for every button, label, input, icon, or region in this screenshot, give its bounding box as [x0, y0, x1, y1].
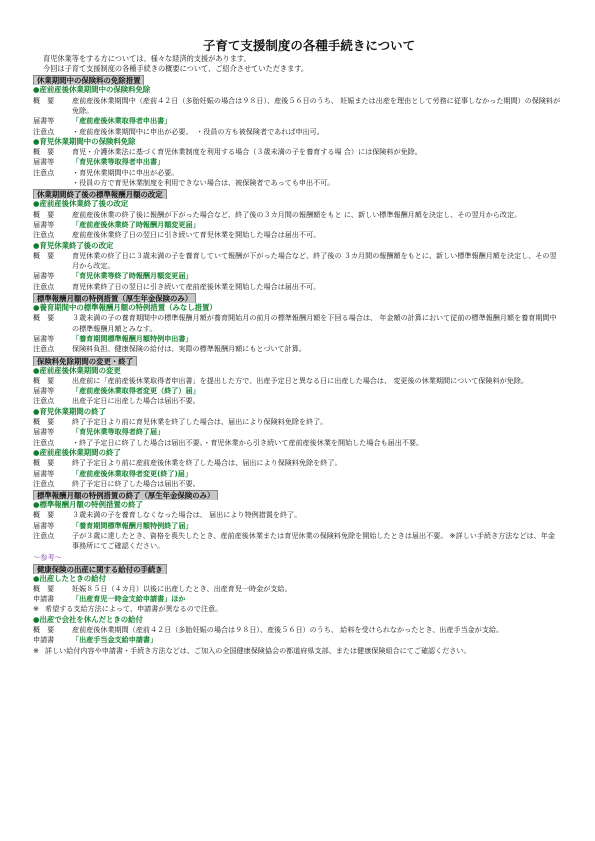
field-label: 注意点 [33, 281, 55, 291]
field-text: ３歳未満の子を養育しなくなった場合は、 届出により特例措置を終了。 [72, 510, 302, 520]
field-row [33, 376, 561, 386]
section-heading [33, 75, 561, 85]
section-heading-text: 標準報酬月額の特例措置（厚生年金保険のみ） [33, 293, 196, 303]
field-label: 概 要 [33, 583, 55, 593]
document [33, 38, 561, 656]
field-row [33, 96, 561, 117]
field-label: 申請書 [33, 594, 55, 604]
section-heading [33, 189, 561, 199]
field-label: 概 要 [33, 209, 55, 219]
field-label: 概 要 [33, 458, 55, 468]
field-label: 注意点 [33, 230, 55, 240]
field-row [33, 168, 561, 178]
field-text: 産前産後休業期間（産前４２日（多胎妊娠の場合は９８日）、産後５６日）のうち、 給料を受けられなかったとき、出産手当金が支給。 [72, 625, 504, 635]
field-label: 概 要 [33, 417, 55, 427]
reference-label: ～参考～ [33, 552, 62, 562]
intro-line: 育児休業等をする方については、様々な経済的支援があります。 [43, 54, 251, 63]
field-label: 概 要 [33, 250, 55, 260]
field-row [33, 251, 561, 272]
field-label: 注意点 [33, 167, 55, 177]
subsection-title: ●養育期間中の標準報酬月額の特例措置（みなし措置） [33, 303, 217, 313]
field-row [33, 458, 561, 468]
section-heading-text: 休業期間終了後の標準報酬月額の改定 [33, 189, 167, 199]
section-heading-text: 健康保険の出産に関する給付の手続き [33, 564, 167, 574]
sections [33, 75, 561, 551]
field-row [33, 344, 561, 354]
field-text: ・終了予定日に終了した場合は届出不要。・育児休業から引き続いて産前産後休業を開始した場合も届出不要。 [72, 437, 424, 447]
field-label: 届書等 [33, 271, 55, 281]
intro [33, 54, 561, 74]
note-mark: ※ [33, 645, 39, 655]
subsection-title: ●出産で会社を休んだときの給付 [33, 614, 143, 624]
field-text: 妊娠８５日（４カ月）以後に出産したとき、出産育児一時金が支給。 [72, 583, 292, 593]
field-row [33, 479, 561, 489]
form-name: 「出産育児一時金支給申請書」ほか [72, 594, 186, 604]
field-text: 産前産後休業の終了後に報酬が下がった場合など、終了後の３カ月間の報酬額をもと に、新しい標準報酬月額を決定し、その翌月から改定。 [72, 209, 522, 219]
field-label: 概 要 [33, 375, 55, 385]
field-row [33, 584, 561, 594]
field-label: 概 要 [33, 313, 55, 323]
field-text: 育児休業終了日の翌日に引き続いて産前産後休業を開始した場合は届出不可。 [72, 281, 321, 291]
field-row [33, 510, 561, 520]
field-row [33, 531, 561, 552]
field-text: 終了予定日に終了した場合は届出不要。 [72, 478, 200, 488]
document-title: 子育て支援制度の各種手続きについて [202, 38, 416, 53]
field-text: ・産前産後休業期間中に申出が必要。 ・役員の方も被保険者であれば申出可。 [72, 126, 324, 136]
field-row [33, 282, 561, 292]
subsection-title: ●出産したときの給付 [33, 573, 106, 583]
form-name: 「養育期間標準報酬月額特例申出書」 [72, 333, 193, 343]
field-text: ・育児休業期間中に申出が必要。 [72, 167, 179, 177]
field-text: 終了予定日より前に育児休業を終了した場合は、届出により保険料免除を終了。 [72, 417, 328, 427]
field-text: 保険料負担、健康保険の給付は、実際の標準報酬月額にもとづいて計算。 [72, 344, 306, 354]
field-text: 産前産後休業期間中（産前４２日（多胎妊娠の場合は９８日）、産後５６日のうち、 妊娠または出産を理由として労務に従事しなかった期間）の保険料が免除。 [72, 95, 561, 115]
field-label: 届書等 [33, 427, 55, 437]
subsection-title: ●産前産後休業期間の終了 [33, 447, 121, 457]
section-heading-text: 保険料免除期間の変更・終了 [33, 356, 137, 366]
note-text: 詳しい給付内容や申請書・手続き方法などは、ご加入の全国健康保険協会の都道府県支部、または健康保険組合にてご確認ください。 [45, 645, 471, 655]
field-row [33, 438, 561, 448]
field-label: 注意点 [33, 344, 55, 354]
subsection-title: ●育児休業期間の終了 [33, 406, 106, 416]
form-name: 「育児休業等終了時報酬月額変更届」 [72, 271, 193, 281]
field-row [33, 147, 561, 157]
form-name: 「出産手当金支給申請書」 [72, 635, 158, 645]
section-heading [33, 293, 561, 303]
field-row [33, 594, 561, 604]
field-text: 終了予定日より前に産前産後休業を終了した場合は、届出により保険料免除を終了。 [72, 458, 342, 468]
subsection-title: ●産前産後休業期間中の保険料免除 [33, 85, 151, 95]
section-heading [33, 490, 561, 500]
field-label: 注意点 [33, 126, 55, 136]
field-label: 届書等 [33, 333, 55, 343]
field-text: 育児・介護休業法に基づく育児休業制度を利用する場合（３歳未満の子を養育する場 合）には保険料が免除。 [72, 147, 422, 157]
subsection-title: ●育児休業終了後の改定 [33, 240, 114, 250]
field-row [33, 271, 561, 281]
section-heading-text: 標準報酬月額の特例措置の終了（厚生年金保険のみ） [33, 490, 218, 500]
field-row [33, 127, 561, 137]
subsection-title: ●産前産後休業終了後の改定 [33, 199, 129, 209]
form-name: 「産前産後休業取得者変更（終了）届」 [72, 386, 200, 396]
form-name: 「産前産後休業取得者変更(終了)届」 [72, 468, 192, 478]
field-row [33, 427, 561, 437]
field-row [33, 635, 561, 645]
field-label: 注意点 [33, 396, 55, 406]
form-name: 「養育期間標準報酬月額特例終了届」 [72, 520, 193, 530]
section-heading [33, 564, 561, 574]
form-name: 「育児休業等取得者終了届」 [72, 427, 165, 437]
field-label: 届書等 [33, 157, 55, 167]
field-row [33, 178, 561, 188]
field-label: 届書等 [33, 468, 55, 478]
field-row [33, 417, 561, 427]
note [33, 604, 561, 614]
field-row [33, 116, 561, 126]
field-label: 概 要 [33, 625, 55, 635]
field-label: 申請書 [33, 635, 55, 645]
field-row [33, 230, 561, 240]
field-text: 出産前に「産前産後休業取得者申出書」を提出した方で、出産予定日と異なる日に出産した場合は、 変更後の休業期間について保険料が免除。 [72, 375, 528, 385]
field-row [33, 210, 561, 220]
field-text: 出産予定日に出産した場合は届出不要。 [72, 396, 200, 406]
subsection-title: ●標準報酬月額の特例措置の終了 [33, 500, 143, 510]
field-row [33, 334, 561, 344]
field-text: ３歳未満の子の養育期間中の標準報酬月額が養育開始月の前月の標準報酬月額を下回る場合は、 年金額の計算において従前の標準報酬月額を養育期間中の標準報酬月額とみなす。 [72, 313, 557, 333]
intro-line: 今回は子育て支援制度の各種手続きの概要について、ご紹介させていただきます。 [43, 64, 309, 74]
field-row [33, 386, 561, 396]
field-text: 産前産後休業終了日の翌日に引き続いて育児休業を開始した場合は届出不可。 [72, 230, 321, 240]
field-row [33, 521, 561, 531]
section-heading [33, 356, 561, 366]
form-name: 「産前産後休業終了時報酬月額変更届」 [72, 219, 200, 229]
field-row [33, 313, 561, 334]
field-label [33, 178, 72, 188]
subsection-title: ●育児休業期間中の保険料免除 [33, 136, 136, 146]
field-text: 子が３歳に達したとき、資格を喪失したとき、産前産後休業または育児休業の保険料免除を開始したときは届出不要。 ※詳しい手続き方法などは、年金事務所にてご確認ください。 [72, 530, 555, 551]
field-text: ・役員の方で育児休業制度を利用できない場合は、被保険者であっても申出不可。 [72, 178, 335, 188]
field-label: 届書等 [33, 219, 55, 229]
section-heading-text: 休業期間中の保険料の免除措置 [33, 75, 144, 85]
field-text: 育児休業の終了日に３歳未満の子を養育していて報酬が下がった場合など、終了後の ３カ月間の報酬額をもとに、新しい標準報酬月額を決定し、その翌月から改定。 [72, 250, 557, 271]
form-name: 「育児休業等取得者申出書」 [72, 157, 165, 167]
subsection-title: ●産前産後休業期間の変更 [33, 365, 121, 375]
note [33, 646, 561, 656]
note-mark: ※ [33, 604, 39, 614]
field-label: 概 要 [33, 147, 55, 157]
field-row [33, 157, 561, 167]
field-label: 届書等 [33, 116, 55, 126]
field-row [33, 220, 561, 230]
field-label: 注意点 [33, 530, 55, 540]
field-label: 届書等 [33, 386, 55, 396]
field-label: 届書等 [33, 520, 55, 530]
field-row [33, 625, 561, 635]
field-label: 概 要 [33, 510, 55, 520]
field-row [33, 396, 561, 406]
note-text: 希望する支給方法によって、申請書が異なるので注意。 [45, 604, 223, 614]
field-row [33, 469, 561, 479]
form-name: 「産前産後休業取得者申出書」 [72, 116, 172, 126]
field-label: 概 要 [33, 95, 55, 105]
field-label: 注意点 [33, 478, 55, 488]
reference-section [33, 564, 561, 656]
field-label: 注意点 [33, 437, 55, 447]
